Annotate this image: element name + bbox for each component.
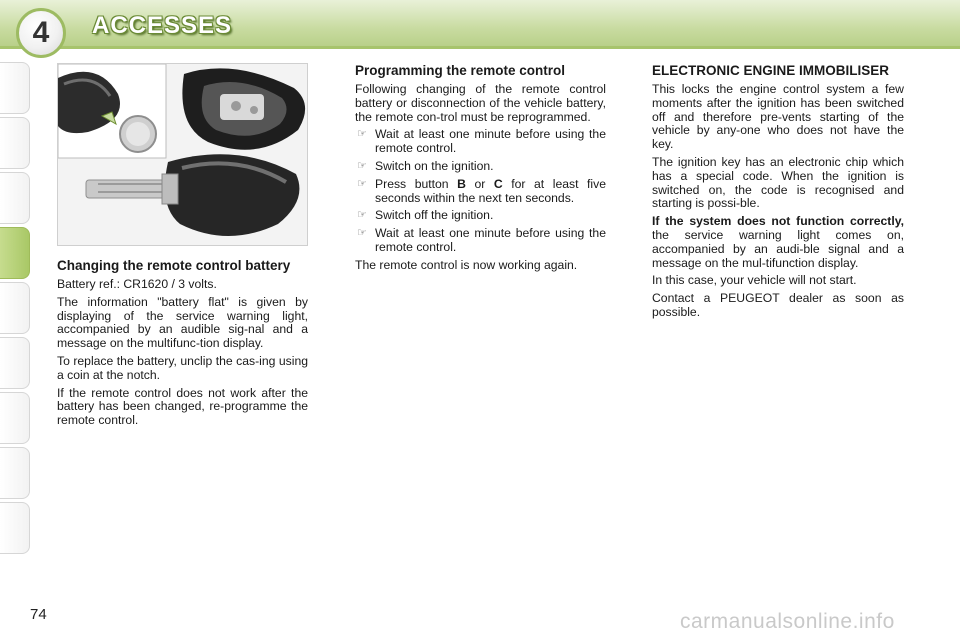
programming-section-title: Programming the remote control	[355, 63, 566, 78]
chapter-tab[interactable]	[0, 447, 30, 499]
chapter-number-badge: 4	[16, 8, 66, 58]
immobiliser-p4: In this case, your vehicle will not start.	[652, 273, 857, 288]
immobiliser-section-title: ELECTRONIC ENGINE IMMOBILISER	[652, 63, 890, 78]
list-item	[355, 160, 606, 174]
list-item	[355, 227, 606, 255]
pointing-hand-icon: ☞	[357, 227, 367, 240]
battery-ref-text: Battery ref.: CR1620 / 3 volts.	[57, 277, 217, 291]
step-text: Press button	[375, 176, 458, 191]
pointing-hand-icon: ☞	[357, 159, 367, 172]
chapter-title: ACCESSES	[92, 12, 233, 39]
chapter-tab[interactable]	[0, 337, 30, 389]
remote-key-battery-photo	[57, 63, 308, 246]
battery-section-title: Changing the remote control battery	[57, 258, 291, 273]
step-text: Wait at least one minute before using the remote control.	[375, 226, 606, 254]
immobiliser-p1: This locks the engine control system a few moments after the ignition has been switched off and therefore pre-vents starting of the vehicle by any-one who does not have the key.	[652, 82, 904, 152]
list-item	[355, 128, 606, 156]
battery-replace-info: To replace the battery, unclip the cas-ing using a coin at the notch.	[57, 353, 308, 382]
chapter-tab[interactable]	[0, 117, 30, 169]
page-number: 74	[30, 606, 47, 623]
immobiliser-p2: The ignition key has an electronic chip which has a special code. When the ignition is switched on, the code is recognised and starting is possi-ble.	[652, 154, 904, 211]
step-text: or	[465, 176, 494, 191]
pointing-hand-icon: ☞	[357, 128, 367, 141]
programming-steps	[355, 128, 606, 254]
watermark: carmanualsonline.info	[680, 610, 895, 633]
immobiliser-p5: Contact a PEUGEOT dealer as soon as possible.	[652, 291, 904, 319]
button-b-label: B	[457, 176, 466, 191]
chapter-tab-active[interactable]	[0, 227, 30, 279]
step-text: for at least five seconds within the next ten seconds.	[375, 176, 606, 205]
chapter-tab[interactable]	[0, 172, 30, 224]
programming-intro: Following changing of the remote control battery or disconnection of the vehicle battery, the remote con-trol must be reprogrammed.	[355, 82, 606, 124]
list-item	[355, 209, 606, 223]
step-text: Switch off the ignition.	[375, 208, 494, 223]
pointing-hand-icon: ☞	[357, 209, 367, 222]
pointing-hand-icon: ☞	[357, 177, 367, 190]
header-rule	[0, 46, 960, 49]
chapter-tab[interactable]	[0, 502, 30, 554]
battery-flat-info: The information "battery flat" is given by displaying of the service warning light, accompanied by an audible sig-nal and a message on the multifunc-tion display.	[57, 294, 308, 351]
chapter-tab[interactable]	[0, 62, 30, 114]
immobiliser-warning-text: the service warning light comes on, accompanied by an audi-ble signal and a message on the mul-tifunction display.	[652, 227, 904, 270]
chapter-side-tabs	[0, 62, 34, 582]
battery-section	[57, 258, 308, 432]
key-illustration	[58, 64, 308, 246]
chapter-tab[interactable]	[0, 282, 30, 334]
programming-section	[355, 63, 606, 277]
programming-outro: The remote control is now working again.	[355, 257, 578, 272]
step-text: Wait at least one minute before using the remote control.	[375, 127, 606, 156]
list-item	[355, 178, 606, 206]
button-c-label: C	[493, 176, 503, 191]
immobiliser-section	[652, 63, 904, 324]
battery-reprogram-info: If the remote control does not work after the battery has been changed, re-programme the remote control.	[57, 385, 308, 428]
step-text: Switch on the ignition.	[375, 158, 494, 173]
immobiliser-warning-bold: If the system does not function correctly,	[652, 214, 904, 229]
chapter-tab[interactable]	[0, 392, 30, 444]
immobiliser-p3	[652, 215, 904, 270]
